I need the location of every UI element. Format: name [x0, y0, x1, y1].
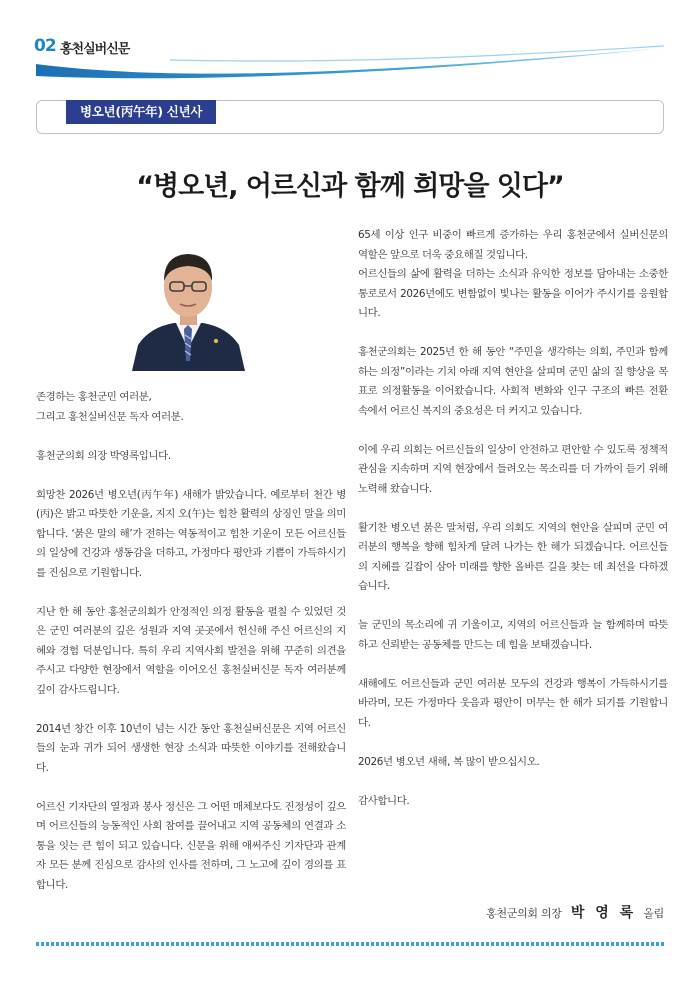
paragraph: 희망찬 2026년 병오년(丙午年) 새해가 밝았습니다. 예로부터 천간 병(丙)은 밝고 따뜻한 기운을, 지지 오(午)는 힘찬 활력의 상징인 말을 의미합니다. ‘붉은 말의 해’가 전하는 역동적이고 힘찬 기운이 모든 어르신들의 일상에 건강과 생동감을 더하고, 가정마다 평안과 기쁨이 가득하시기를 진심으로 기원합니다.	[36, 488, 346, 579]
paragraph: 이에 우리 의회는 어르신들의 일상이 안전하고 편안할 수 있도록 정책적 관심을 지속하며 지역 현장에서 들려오는 목소리를 더 가까이 듣기 위해 노력해 왔습니다.	[358, 443, 668, 495]
paragraph: 2026년 병오년 새해, 복 많이 받으십시오.	[358, 755, 540, 768]
headline: “병오년, 어르신과 함께 희망을 잇다”	[136, 171, 564, 202]
signature	[486, 902, 664, 922]
paragraph: 홍천군의회 의장 박영록입니다.	[36, 449, 171, 462]
paragraph: 2014년 창간 이후 10년이 넘는 시간 동안 홍천실버신문은 지역 어르신들의 눈과 귀가 되어 생생한 현장 소식과 따뜻한 이야기를 전해왔습니다.	[36, 722, 346, 774]
portrait-photo	[128, 237, 249, 371]
paragraph: 늘 군민의 목소리에 귀 기울이고, 지역의 어르신들과 늘 함께하며 따뜻하고 신뢰받는 공동체를 만드는 데 힘을 보태겠습니다.	[358, 619, 668, 651]
footer-dotted-rule	[36, 942, 664, 946]
left-column	[36, 388, 346, 915]
signature-name: 박 영 록	[570, 905, 637, 921]
page-number: 02	[34, 36, 56, 56]
signature-suffix: 올림	[643, 907, 664, 920]
paragraph: 새해에도 어르신들과 군민 여러분 모두의 건강과 행복이 가득하시기를 바라며, 모든 가정마다 웃음과 평안이 머무는 한 해가 되기를 기원합니다.	[358, 677, 668, 729]
signature-title: 홍천군의회 의장	[486, 907, 562, 920]
paragraph: 지난 한 해 동안 홍천군의회가 안정적인 의정 활동을 펼칠 수 있었던 것은 군민 여러분의 깊은 성원과 지역 곳곳에서 헌신해 주신 어르신의 지혜와 경험 덕분입니다. 특히 우리 지역사회 발전을 위해 꾸준히 의견을 주시고 다양한 현장에서 역할을 이어오신 홍천실버신문 독자 여러분께 깊이 감사드립니다.	[36, 605, 346, 696]
paragraph: 활기찬 병오년 붉은 말처럼, 우리 의회도 지역의 현안을 살피며 군민 여러분의 행복을 향해 힘차게 달려 나가는 한 해가 되겠습니다. 어르신들의 지혜를 길잡이 삼아 미래를 향한 올바른 길을 찾는 데 최선을 다하겠습니다.	[358, 521, 668, 592]
paragraph: 65세 이상 인구 비중이 빠르게 증가하는 우리 홍천군에서 실버신문의 역할은 앞으로 더욱 중요해질 것입니다. 어르신들의 삶에 활력을 더하는 소식과 유익한 정보를 담아내는 소중한 통로로서 2026년에도 변함없이 빛나는 활동을 이어가 주시기를 응원합니다.	[358, 229, 668, 319]
section-label: 병오년(丙午年) 신년사	[66, 100, 216, 124]
publication-name: 홍천실버신문	[60, 42, 130, 57]
paragraph: 홍천군의회는 2025년 한 해 동안 “주민을 생각하는 의회, 주민과 함께하는 의정”이라는 기치 아래 지역 현안을 살피며 군민 삶의 질 향상을 목표로 의정활동을 이어왔습니다. 사회적 변화와 인구 구조의 빠른 전환 속에서 어르신 복지의 중요성은 더 커지고 있습니다.	[358, 346, 668, 417]
paragraph: 어르신 기자단의 열정과 봉사 정신은 그 어떤 매체보다도 진정성이 깊으며 어르신들의 능동적인 사회 참여를 끌어내고 지역 공동체의 연결과 소통을 잇는 큰 힘이 되고 있습니다. 신문을 위해 애써주신 기자단과 관계자 모든 분께 진심으로 감사의 인사를 전하며, 그 노고에 깊이 경의를 표합니다.	[36, 800, 346, 891]
header-swoosh-icon	[30, 40, 670, 84]
right-column	[358, 226, 668, 831]
paragraph: 존경하는 홍천군민 여러분, 그리고 홍천실버신문 독자 여러분.	[36, 391, 184, 423]
paragraph: 감사합니다.	[358, 794, 410, 807]
